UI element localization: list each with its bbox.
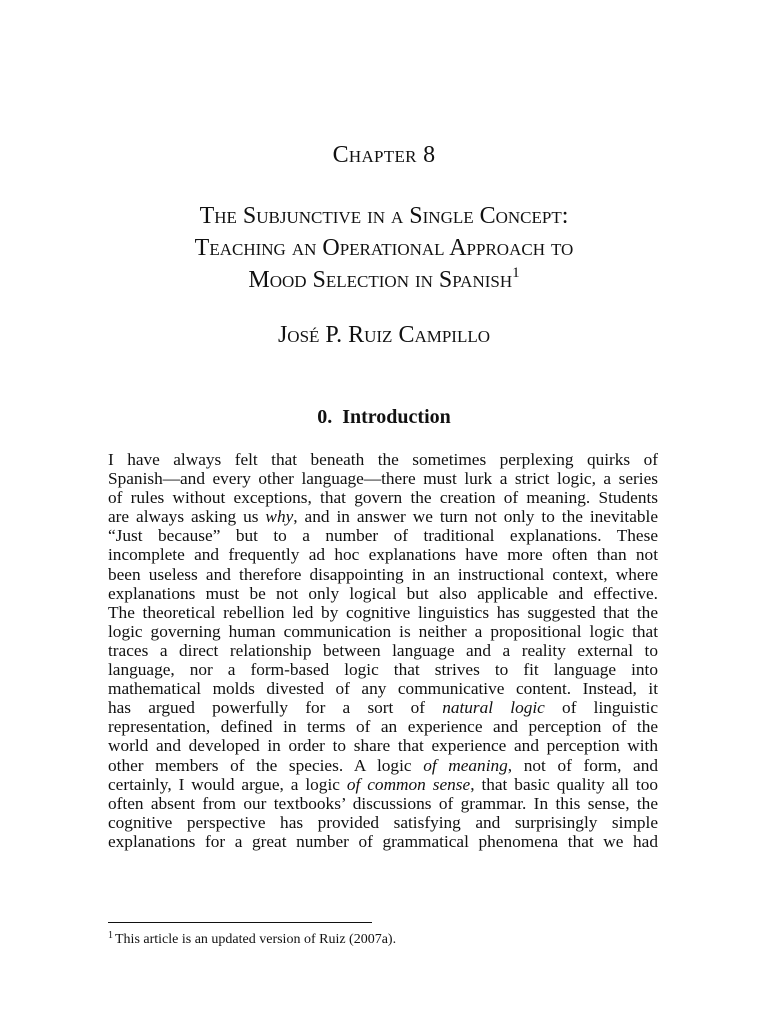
body-text-run: are always asking us: [108, 507, 266, 527]
body-text-run: cognitive perspective has provided satisfying and surprisingly simple: [108, 812, 658, 832]
body-text-run: certainly, I would argue, a logic: [108, 774, 347, 794]
body-text-run: , and in answer we turn not only to the inevitable: [293, 507, 659, 527]
body-text-run: I have always felt that beneath the sometimes perplexing quirks of: [108, 450, 658, 469]
body-line: [108, 565, 658, 584]
body-text-run: language, nor a form-based logic that strives to fit language into: [108, 660, 658, 680]
body-text-run: , not of form, and: [507, 755, 659, 775]
author-name: José P. Ruiz Campillo: [277, 322, 491, 348]
body-text-run: representation, defined in terms of an experience and perception of the: [108, 717, 658, 737]
body-line: [108, 794, 658, 813]
body-line: [108, 679, 658, 698]
body-text-run: “Just because” but to a number of traditional explanations. These: [108, 526, 658, 546]
body-text-run: mathematical molds divested of any communicative content. Instead, it: [108, 679, 658, 699]
body-line: [108, 584, 658, 603]
section-title: Introduction: [342, 406, 451, 428]
body-text-run: Spanish—and every other language—there must lurk a strict logic, a series: [108, 469, 658, 489]
body-text-run: explanations must be not only logical but also applicable and effective.: [108, 583, 658, 603]
body-line: [108, 660, 658, 679]
footnote-text: This article is an updated version of Ruiz (2007a).: [115, 932, 397, 947]
chapter-title-line: Teaching an Operational Approach to: [194, 235, 574, 261]
title-footnote-mark[interactable]: 1: [512, 265, 520, 281]
emphasis-text: of common sense: [346, 774, 471, 794]
emphasis-text: natural logic: [442, 698, 545, 718]
body-line: [108, 775, 658, 794]
body-line: [108, 756, 658, 775]
body-text-run: has argued powerfully for a sort of: [108, 698, 443, 718]
body-line: [108, 526, 658, 545]
chapter-title: [60, 200, 708, 296]
emphasis-text: of meaning: [423, 755, 508, 775]
body-paragraph: [108, 450, 658, 851]
body-text-run: been useless and therefore disappointing in an instructional context, where: [108, 564, 658, 584]
section-heading: [0, 406, 768, 429]
body-text-run: logic governing human communication is neither a propositional logic that: [108, 621, 658, 641]
body-line: [108, 698, 658, 717]
body-text-run: The theoretical rebellion led by cognitive linguistics has suggested that the: [108, 602, 658, 622]
body-text-run: other members of the species. A logic: [108, 755, 424, 775]
footnote-divider: [108, 922, 372, 923]
body-text-run: incomplete and frequently ad hoc explanations have more often than not: [108, 545, 658, 565]
chapter-title-line: The Subjunctive in a Single Concept:: [199, 203, 569, 229]
emphasis-text: why: [265, 507, 294, 527]
chapter-title-line-text: Mood Selection in Spanish: [248, 267, 513, 293]
body-text-run: traces a direct relationship between language and a reality external to: [108, 640, 658, 660]
footnote: [108, 931, 396, 949]
body-text-run: of linguistic: [544, 698, 658, 718]
body-line: [108, 507, 658, 526]
body-text-run: , that basic quality all too: [470, 774, 658, 794]
body-text-run: of rules without exceptions, that govern the creation of meaning. Students: [108, 488, 658, 508]
body-line: [108, 717, 658, 736]
body-line: [108, 488, 658, 507]
footnote-mark: 1: [108, 930, 113, 941]
body-line: [108, 603, 658, 622]
chapter-title-line: [60, 264, 708, 296]
body-line: [108, 641, 658, 660]
body-line: [108, 545, 658, 564]
body-text-run: often absent from our textbooks’ discussions of grammar. In this sense, the: [108, 793, 658, 813]
body-text-run: world and developed in order to share that experience and perception with: [108, 736, 658, 756]
body-line: [108, 736, 658, 755]
body-line: [108, 469, 658, 488]
section-number: 0.: [317, 406, 333, 428]
body-text-run: explanations for a great number of grammatical phenomena that we had: [108, 831, 658, 851]
body-line: [108, 622, 658, 641]
chapter-label: Chapter 8: [332, 142, 436, 168]
body-line: [108, 813, 658, 832]
body-line: [108, 832, 658, 851]
body-line: [108, 450, 658, 469]
